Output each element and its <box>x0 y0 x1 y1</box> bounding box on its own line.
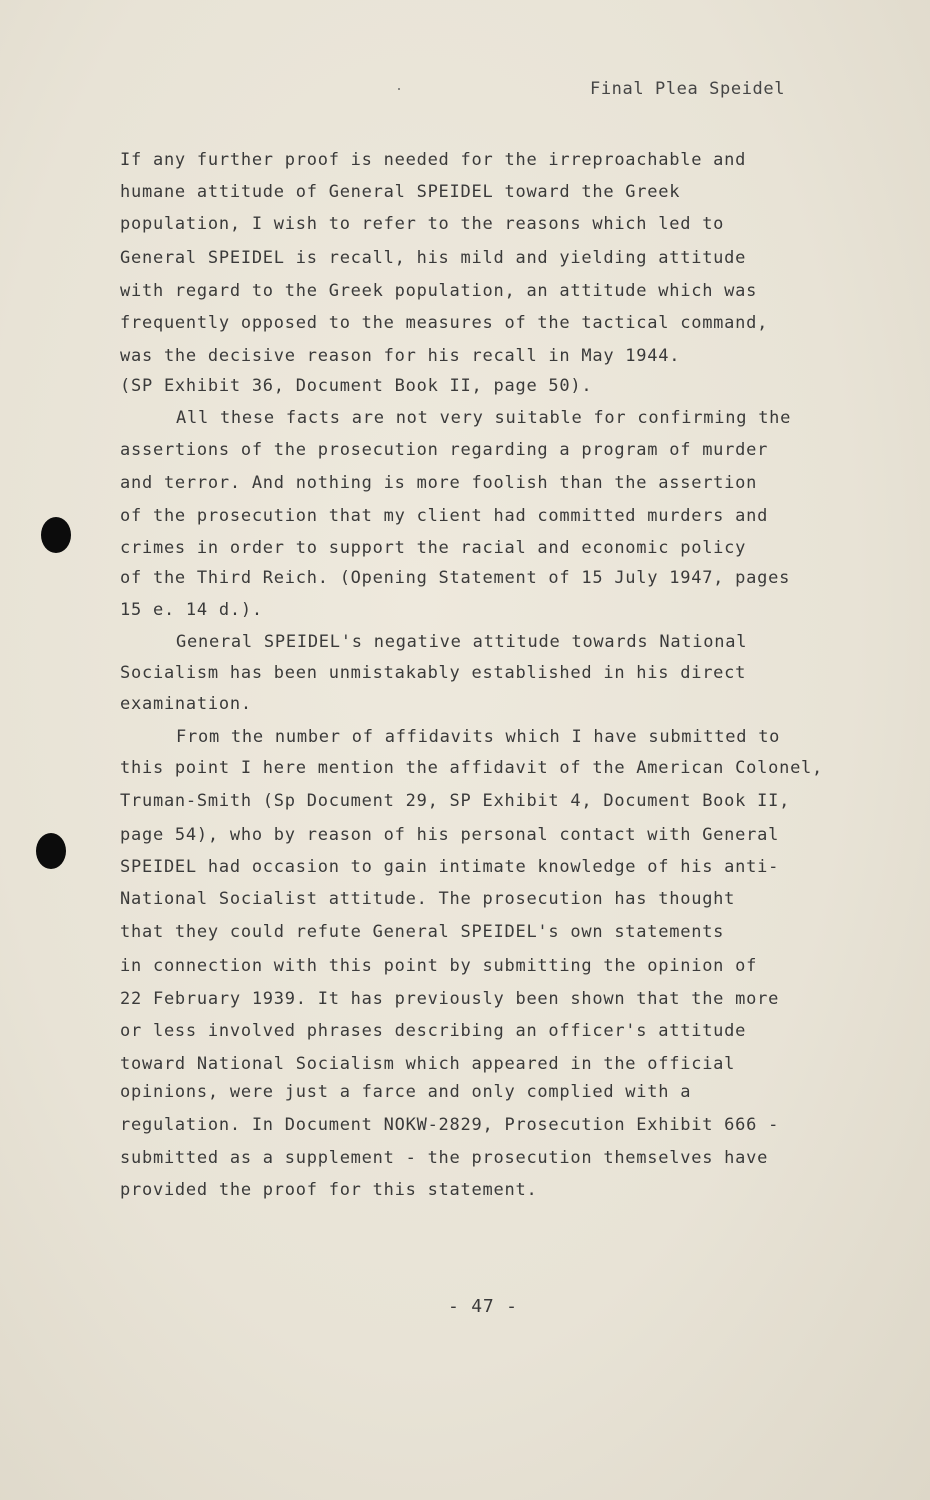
text-line: Truman-Smith (Sp Document 29, SP Exhibit 4, Document Book II, <box>120 791 791 811</box>
text-line: National Socialist attitude. The prosecution has thought <box>120 889 736 909</box>
paper-speck <box>398 88 400 90</box>
text-line: regulation. In Document NOKW-2829, Prosecution Exhibit 666 - <box>120 1115 780 1135</box>
text-line: of the Third Reich. (Opening Statement of 15 July 1947, pages <box>120 568 791 588</box>
text-line: General SPEIDEL's negative attitude towards National <box>176 632 748 652</box>
text-line: opinions, were just a farce and only complied with a <box>120 1082 692 1102</box>
text-line: or less involved phrases describing an officer's attitude <box>120 1021 747 1041</box>
text-line: population, I wish to refer to the reasons which led to <box>120 214 725 234</box>
text-line: SPEIDEL had occasion to gain intimate knowledge of his anti- <box>120 857 780 877</box>
text-line: provided the proof for this statement. <box>120 1180 538 1200</box>
page-header: Final Plea Speidel <box>590 79 786 99</box>
text-line: (SP Exhibit 36, Document Book II, page 50). <box>120 376 593 396</box>
text-line: in connection with this point by submitting the opinion of <box>120 956 758 976</box>
text-line: General SPEIDEL is recall, his mild and yielding attitude <box>120 248 747 268</box>
punch-hole-lower <box>36 833 66 869</box>
text-line: frequently opposed to the measures of the tactical command, <box>120 313 769 333</box>
text-line: From the number of affidavits which I have submitted to <box>176 727 781 747</box>
text-line: and terror. And nothing is more foolish than the assertion <box>120 473 758 493</box>
page-number: - 47 - <box>448 1296 518 1317</box>
text-line: with regard to the Greek population, an attitude which was <box>120 281 758 301</box>
text-line: All these facts are not very suitable for confirming the <box>176 408 792 428</box>
text-line: 15 e. 14 d.). <box>120 600 263 620</box>
text-line: humane attitude of General SPEIDEL toward the Greek <box>120 182 681 202</box>
text-line: page 54), who by reason of his personal contact with General <box>120 825 780 845</box>
text-line: this point I here mention the affidavit of the American Colonel, <box>120 758 824 778</box>
text-line: If any further proof is needed for the irreproachable and <box>120 150 747 170</box>
text-line: crimes in order to support the racial and economic policy <box>120 538 747 558</box>
text-line: examination. <box>120 694 252 714</box>
text-line: assertions of the prosecution regarding a program of murder <box>120 440 769 460</box>
text-line: 22 February 1939. It has previously been shown that the more <box>120 989 780 1009</box>
punch-hole-upper <box>41 517 71 553</box>
text-line: Socialism has been unmistakably established in his direct <box>120 663 747 683</box>
text-line: submitted as a supplement - the prosecution themselves have <box>120 1148 769 1168</box>
text-line: toward National Socialism which appeared in the official <box>120 1054 736 1074</box>
text-line: was the decisive reason for his recall in May 1944. <box>120 346 681 366</box>
text-line: that they could refute General SPEIDEL's own statements <box>120 922 725 942</box>
text-line: of the prosecution that my client had committed murders and <box>120 506 769 526</box>
